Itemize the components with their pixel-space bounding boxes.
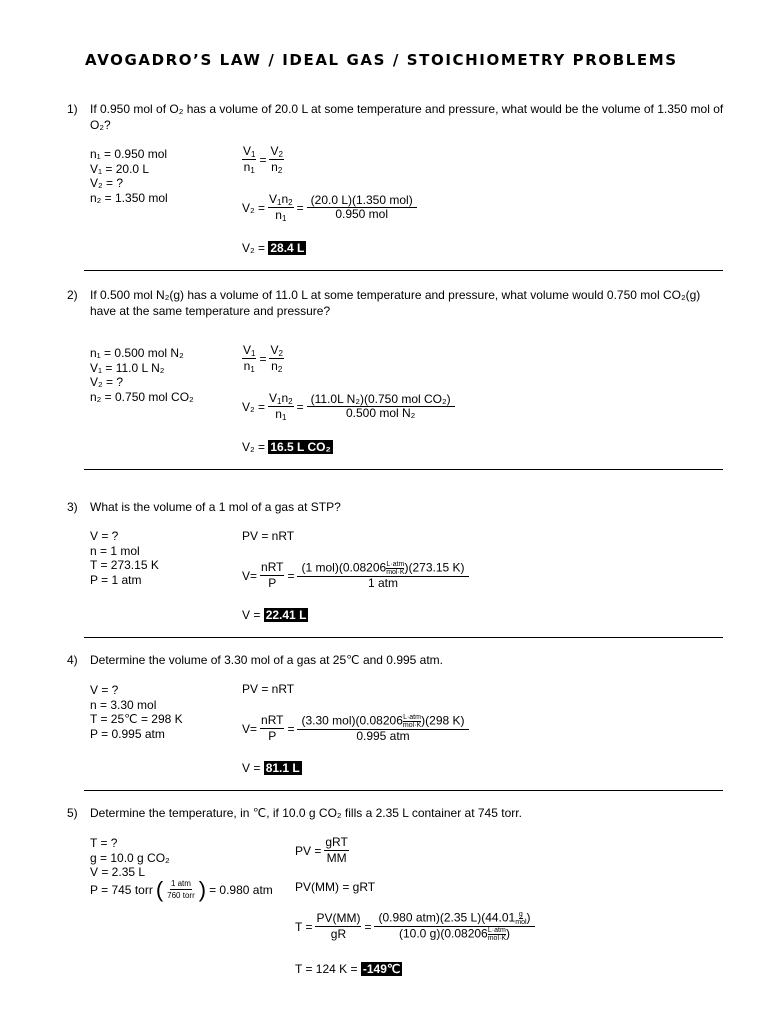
given-item: n₁ = 0.500 mol N₂ <box>90 346 184 360</box>
answer-highlight: 16.5 L CO₂ <box>270 440 331 454</box>
given-item: n₂ = 0.750 mol CO₂ <box>90 389 194 404</box>
problem-2-formula: V₂ = $\frac{V_1n_2}{n_1}$ = $\frac{\text{(11.0L N₂)(0.750 mol CO₂)}}{\text{0.500 mol N₂}}$ <box>242 392 455 421</box>
problem-4-formula: V= $\frac{\text{nRT}}{P}$ = (3.30 mol)(0.08206 $\frac{\text{L·atm}}{\text{mol·K}}$ )(298 K) 0.995 atm <box>242 714 469 743</box>
problem-2-substitution: $\frac{\text{(11.0L N₂)(0.750 mol CO₂)}}{\text{0.500 mol N₂}}$ <box>307 393 455 420</box>
given-item: n₂ = 1.350 mol <box>90 190 168 205</box>
problem-3-answer-row: V = 22.41 L <box>242 608 307 622</box>
problem-2-givens <box>90 346 194 404</box>
problem-1-law: $\frac{V_1}{n_1}$ = $\frac{V_2}{n_2}$ <box>243 144 283 175</box>
problem-2-law: $\frac{V_1}{n_1}$ = $\frac{V_2}{n_2}$ <box>243 343 283 374</box>
answer-highlight: 28.4 L <box>270 241 305 255</box>
answer-highlight: 81.1 L <box>265 761 300 775</box>
given-item: V = ? <box>90 683 119 697</box>
page-title: AVOGADRO’S LAW / IDEAL GAS / STOICHIOMETRY PROBLEMS <box>85 51 678 69</box>
section-divider <box>84 469 723 470</box>
given-item: n = 1 mol <box>90 543 140 558</box>
gas-constant-units: $\frac{\text{L·atm}}{\text{mol·K}}$ <box>487 927 506 942</box>
section-divider <box>84 637 723 638</box>
problem-3-question: 3) What is the volume of a 1 mol of a gas at STP? <box>67 500 341 514</box>
problem-1-answer-row: V₂ = 28.4 L <box>242 241 305 255</box>
given-item: n = 3.30 mol <box>90 697 157 712</box>
problem-4-question: 4) Determine the volume of 3.30 mol of a gas at 25℃ and 0.995 atm. <box>67 653 444 667</box>
problem-3-formula: V= $\frac{\text{nRT}}{P}$ = (1 mol)(0.08206 $\frac{\text{L·atm}}{\text{mol·K}}$ )(273.15 K) 1 atm <box>242 561 469 590</box>
gas-constant-units: $\frac{\text{L·atm}}{\text{mol·K}}$ <box>386 561 405 576</box>
problem-1-question: 1) If 0.950 mol of O₂ has a volume of 20.0 L at some temperature and pressure, what would be the volume of 1.350 mol of O₂? <box>67 102 724 132</box>
problem-2-answer-row: V₂ = 16.5 L CO₂ <box>242 440 331 454</box>
problem-5-law: PV = $\frac{\text{gRT}}{MM}$ <box>295 835 348 865</box>
problem-4-answer-row: V = 81.1 L <box>242 761 300 775</box>
given-item: V₂ = ? <box>90 176 124 190</box>
problem-1-substitution: $\frac{\text{(20.0 L)(1.350 mol)}}{\text{0.950 mol}}$ <box>307 194 417 221</box>
given-item: V₂ = ? <box>90 375 124 389</box>
problem-5-pressure-conversion: P = 745 torr ( $\frac{\text{1 atm}}{\text{760 torr}}$ ) = 0.980 atm <box>90 876 273 902</box>
problem-1-formula: V₂ = $\frac{V_1n_2}{n_1}$ = $\frac{\text{(20.0 L)(1.350 mol)}}{\text{0.950 mol}}$ <box>242 193 417 222</box>
problem-5-answer-row: T = 124 K = -149℃ <box>295 962 401 976</box>
given-item: P = 0.995 atm <box>90 726 165 741</box>
given-item: P = 1 atm <box>90 572 142 587</box>
ratio-v1-n1: $\frac{V_1}{n_1}$ <box>243 144 256 175</box>
given-item: V = 2.35 L <box>90 865 146 879</box>
given-item: V₁ = 20.0 L <box>90 161 150 176</box>
section-divider <box>84 790 723 791</box>
problem-5-substitution: (0.980 atm)(2.35 L)(44.01 $\frac{g}{\text{mol}}$ ) (10.0 g)(0.08206 $\frac{\text{L·atm}}{\text{mol·K}}$ ) <box>374 911 534 942</box>
given-item: g = 10.0 g CO₂ <box>90 850 170 865</box>
given-item: T = 273.15 K <box>90 558 159 572</box>
section-divider <box>84 270 723 271</box>
given-item: V₁ = 11.0 L N₂ <box>90 360 165 375</box>
given-item: V = ? <box>90 529 119 543</box>
ratio-v2-n2: $\frac{V_2}{n_2}$ <box>270 144 283 175</box>
given-item: T = ? <box>90 836 118 850</box>
torr-conversion-factor: $\frac{\text{1 atm}}{\text{760 torr}}$ <box>167 879 195 900</box>
gas-constant-units: $\frac{\text{L·atm}}{\text{mol·K}}$ <box>402 714 422 729</box>
answer-highlight: 22.41 L <box>265 608 307 622</box>
problem-3-law: PV = nRT <box>242 529 295 543</box>
molar-mass-units: $\frac{g}{\text{mol}}$ <box>515 911 527 926</box>
problem-5-step: PV(MM) = gRT <box>295 880 376 894</box>
problem-3-substitution: (1 mol)(0.08206 $\frac{\text{L·atm}}{\text{mol·K}}$ )(273.15 K) 1 atm <box>297 561 468 590</box>
problem-4-substitution: (3.30 mol)(0.08206 $\frac{\text{L·atm}}{\text{mol·K}}$ )(298 K) 0.995 atm <box>297 714 468 743</box>
problem-4-givens <box>90 683 183 741</box>
problem-3-givens <box>90 529 159 587</box>
problem-2-question: 2) If 0.500 mol N₂(g) has a volume of 11.0 L at some temperature and pressure, what volume would 0.750 mol CO₂(g) have at the same temperature and pressure? <box>67 288 701 318</box>
problem-4-law: PV = nRT <box>242 682 295 696</box>
given-item: T = 25℃ = 298 K <box>90 712 183 726</box>
problem-5-formula: T = $\frac{PV(MM)}{gR}$ = (0.980 atm)(2.35 L)(44.01 $\frac{g}{\text{mol}}$ ) (10.0 g)(0.08206 $\frac{\text{L·atm}}{\text{mol·K}}$ ) <box>295 911 535 942</box>
problem-5-givens <box>90 836 170 880</box>
problem-1-givens <box>90 147 168 205</box>
answer-highlight: -149℃ <box>362 962 401 976</box>
problem-5-question: 5) Determine the temperature, in ℃, if 10.0 g CO₂ fills a 2.35 L container at 745 torr. <box>67 806 522 820</box>
given-item: n₁ = 0.950 mol <box>90 147 168 161</box>
